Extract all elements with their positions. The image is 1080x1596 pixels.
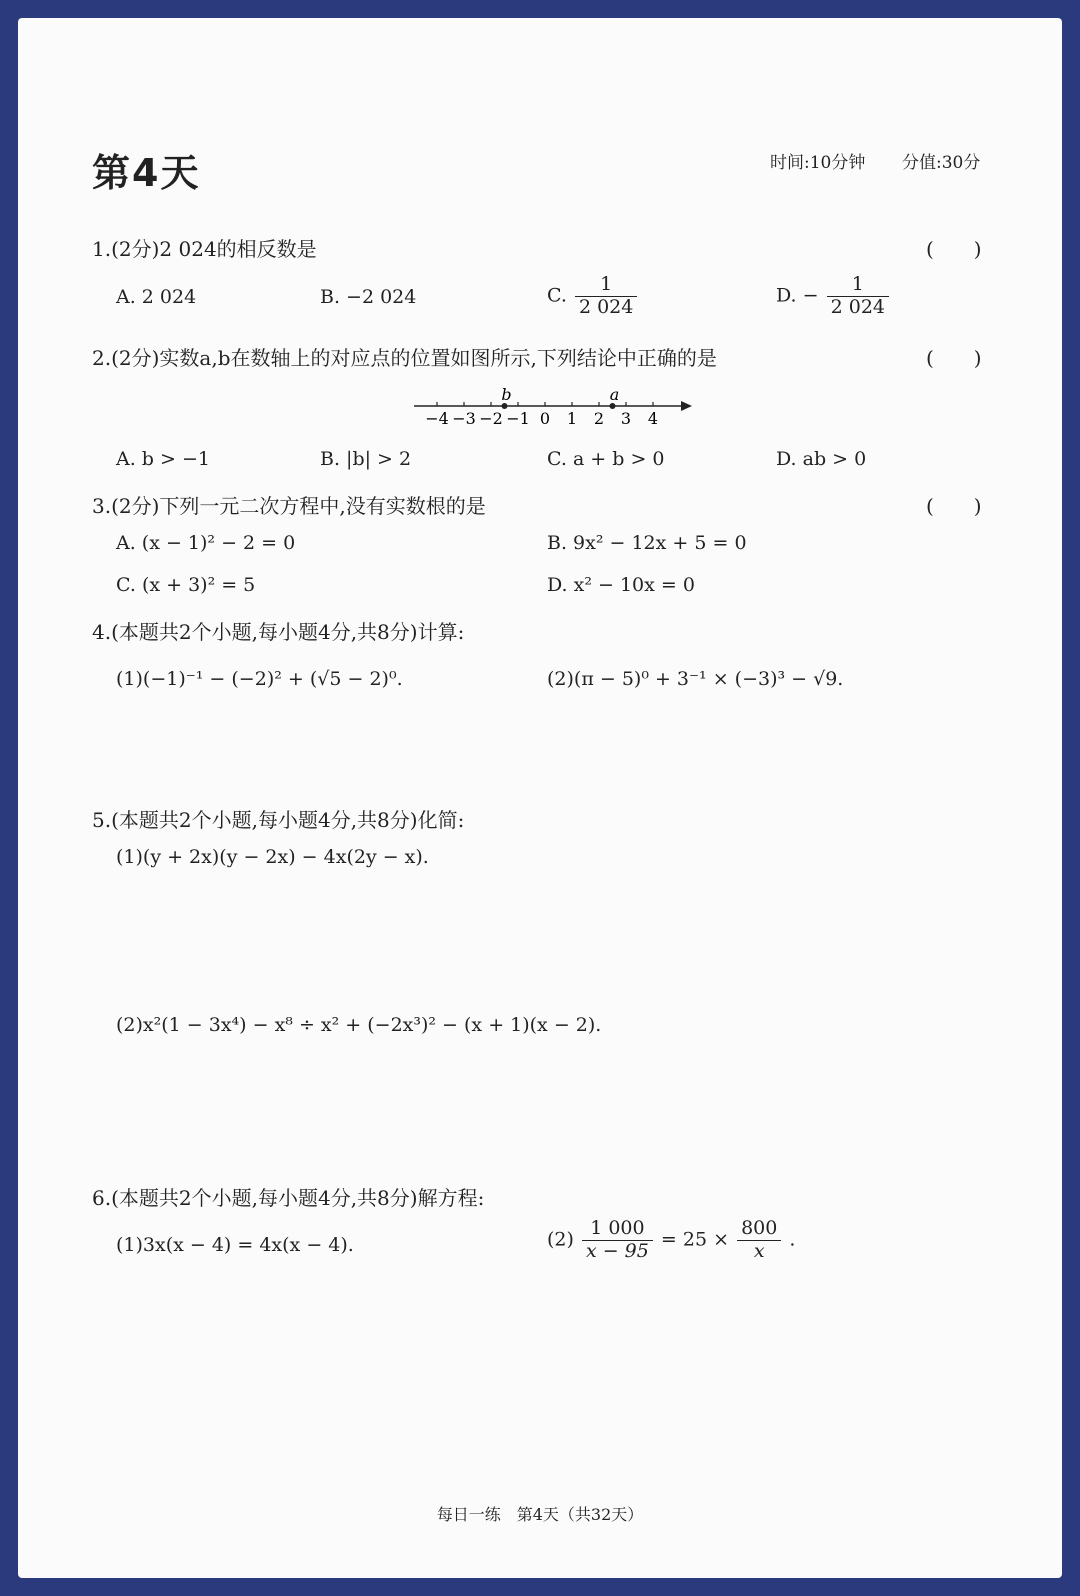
option-d-fraction — [827, 274, 889, 319]
number-line-tick-label: 0 — [539, 409, 551, 428]
question-3-option-a: A. (x − 1)² − 2 = 0 — [116, 532, 296, 554]
question-5-stem: 5.(本题共2个小题,每小题4分,共8分)化简: — [92, 808, 465, 832]
total-score: 分值:30分 — [902, 153, 981, 173]
fraction-denominator: 2 024 — [827, 296, 889, 319]
question-3-option-d: D. x² − 10x = 0 — [547, 574, 695, 596]
part-2-prefix: (2) — [547, 1228, 574, 1251]
question-4-part-2: (2)(π − 5)⁰ + 3⁻¹ × (−3)³ − √9. — [547, 668, 844, 690]
question-3-stem: 3.(2分)下列一元二次方程中,没有实数根的是 — [92, 494, 486, 518]
option-c-fraction — [575, 274, 637, 319]
number-line — [400, 380, 700, 432]
question-6-stem: 6.(本题共2个小题,每小题4分,共8分)解方程: — [92, 1186, 485, 1210]
question-3-answer-blank[interactable]: ( ) — [926, 494, 982, 518]
question-2-option-c: C. a + b > 0 — [547, 448, 665, 470]
part-2-end: . — [789, 1228, 796, 1251]
question-1-option-c — [547, 274, 639, 319]
page-title: 第4天 — [92, 151, 201, 195]
part-2-fraction-left — [582, 1218, 653, 1263]
number-line-tick-label: −4 — [425, 409, 449, 428]
question-1-answer-blank[interactable]: ( ) — [926, 237, 982, 261]
number-line-tick-label: 1 — [566, 409, 578, 428]
number-line-arrow — [681, 401, 692, 411]
fraction-numerator: 1 — [851, 273, 864, 295]
question-1-option-d — [776, 274, 891, 319]
question-1-option-b: B. −2 024 — [320, 286, 417, 308]
number-line-tick-label: 3 — [620, 409, 632, 428]
question-6-part-1: (1)3x(x − 4) = 4x(x − 4). — [116, 1234, 354, 1256]
question-3-option-b: B. 9x² − 12x + 5 = 0 — [547, 532, 747, 554]
number-line-tick-label: −3 — [452, 409, 476, 428]
number-line-tick-label: 4 — [647, 409, 659, 428]
question-2-answer-blank[interactable]: ( ) — [926, 346, 982, 370]
question-2-stem: 2.(2分)实数a,b在数轴上的对应点的位置如图所示,下列结论中正确的是 — [92, 346, 717, 370]
question-5-part-2: (2)x²(1 − 3x⁴) − x⁸ ÷ x² + (−2x³)² − (x + 1)(x − 2). — [116, 1014, 602, 1036]
number-line-tick-label: −2 — [479, 409, 503, 428]
question-1-stem: 1.(2分)2 024的相反数是 — [92, 237, 317, 261]
part-2-middle: = 25 × — [660, 1228, 730, 1251]
option-d-prefix: D. − — [776, 284, 819, 307]
number-line-tick-label: −1 — [506, 409, 530, 428]
option-c-prefix: C. — [547, 284, 567, 307]
question-6-part-2 — [547, 1218, 795, 1263]
question-3-option-c: C. (x + 3)² = 5 — [116, 574, 256, 596]
part-2-fraction-right — [737, 1218, 781, 1263]
fraction-numerator: 800 — [741, 1217, 778, 1239]
question-2-option-a: A. b > −1 — [116, 448, 210, 470]
number-line-tick-label: 2 — [593, 409, 605, 428]
question-4-stem: 4.(本题共2个小题,每小题4分,共8分)计算: — [92, 620, 465, 644]
page-footer: 每日一练 第4天（共32天） — [436, 1505, 644, 1524]
question-2-option-d: D. ab > 0 — [776, 448, 867, 470]
question-5-part-1: (1)(y + 2x)(y − 2x) − 4x(2y − x). — [116, 846, 429, 868]
fraction-numerator: 1 — [600, 273, 613, 295]
question-2-option-b: B. |b| > 2 — [320, 448, 412, 470]
fraction-denominator: x − 95 — [582, 1240, 653, 1263]
fraction-numerator: 1 000 — [590, 1217, 645, 1239]
fraction-denominator: x — [737, 1240, 781, 1263]
point-a-label: a — [609, 385, 620, 404]
question-1-option-a: A. 2 024 — [116, 286, 197, 308]
time-limit: 时间:10分钟 — [770, 153, 866, 173]
point-b-label: b — [501, 385, 512, 404]
question-4-part-1: (1)(−1)⁻¹ − (−2)² + (√5 − 2)⁰. — [116, 668, 403, 690]
fraction-denominator: 2 024 — [575, 296, 637, 319]
